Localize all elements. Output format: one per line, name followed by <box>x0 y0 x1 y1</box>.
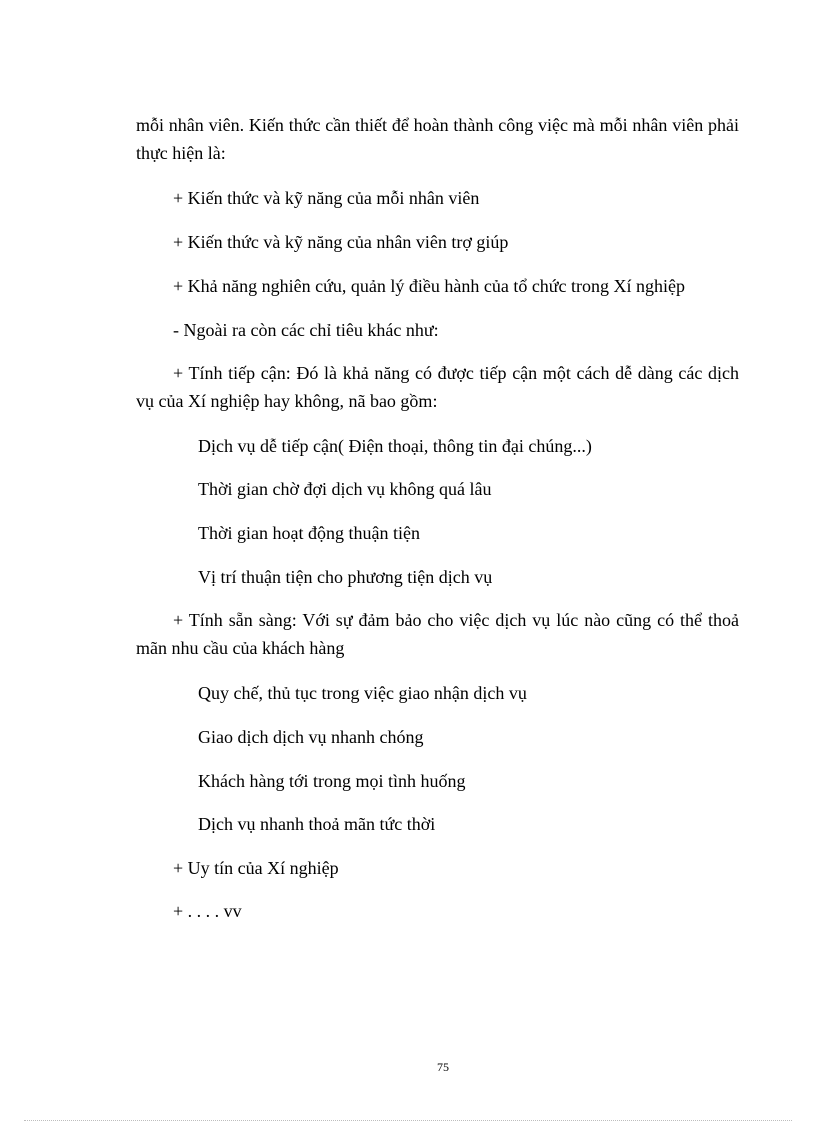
sub-item-operating-hours: Thời gian hoạt động thuận tiện <box>198 523 420 543</box>
list-item-reputation: + Uy tín của Xí nghiệp <box>173 858 339 878</box>
sub-item-easy-access: Dịch vụ dễ tiếp cận( Điện thoại, thông tin đại chúng...) <box>198 436 592 456</box>
sub-item-procedures: Quy chế, thủ tục trong việc giao nhận dịch vụ <box>198 683 527 703</box>
sub-item-fast-transactions: Giao dịch dịch vụ nhanh chóng <box>198 727 424 747</box>
sub-item-location: Vị trí thuận tiện cho phương tiện dịch vụ <box>198 567 493 587</box>
page-number: 75 <box>437 1060 449 1074</box>
page-bottom-divider <box>24 1120 792 1121</box>
list-item-knowledge-support: + Kiến thức và kỹ năng của nhân viên trợ giúp <box>173 232 509 252</box>
paragraph-accessibility: + Tính tiếp cận: Đó là khả năng có được tiếp cận một cách dễ dàng các dịch vụ của Xí nghiệp hay không, nã bao gồm: <box>136 363 739 411</box>
sub-item-any-situation: Khách hàng tới trong mọi tình huống <box>198 771 466 791</box>
list-item-etc: + . . . . vv <box>173 901 242 921</box>
list-item-knowledge-staff: + Kiến thức và kỹ năng của mỗi nhân viên <box>173 188 480 208</box>
list-item-research-management: + Khả năng nghiên cứu, quản lý điều hành của tổ chức trong Xí nghiệp <box>173 276 686 296</box>
sub-item-instant-satisfaction: Dịch vụ nhanh thoả mãn tức thời <box>198 814 436 834</box>
paragraph-readiness: + Tính sẵn sàng: Với sự đảm bảo cho việc dịch vụ lúc nào cũng có thể thoả mãn nhu cầu của khách hàng <box>136 610 739 658</box>
sub-item-waiting-time: Thời gian chờ đợi dịch vụ không quá lâu <box>198 479 492 499</box>
paragraph-other-criteria: - Ngoài ra còn các chỉ tiêu khác như: <box>173 320 439 340</box>
paragraph-intro: mỗi nhân viên. Kiến thức cần thiết để hoàn thành công việc mà mỗi nhân viên phải thực hiện là: <box>136 115 739 163</box>
